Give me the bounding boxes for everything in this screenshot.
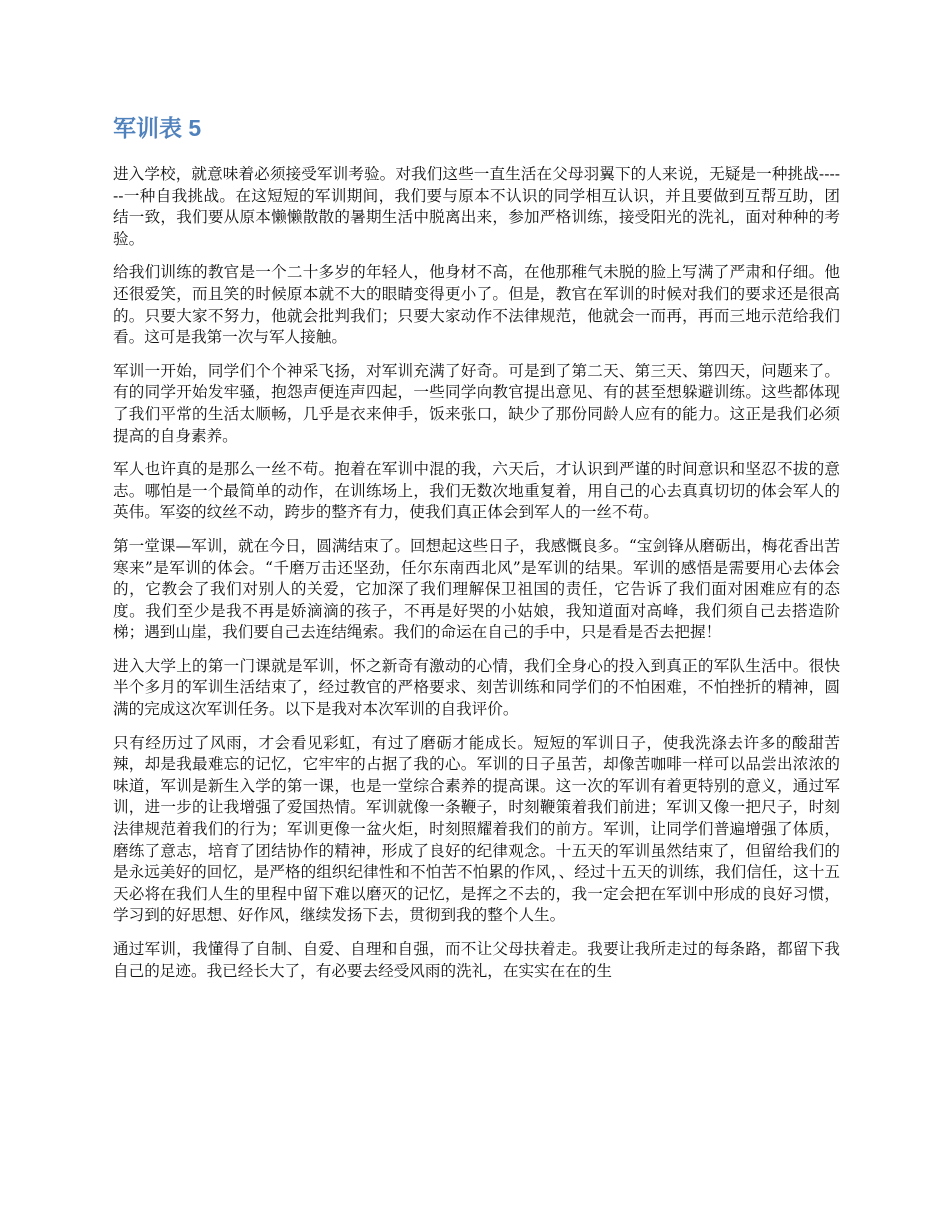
paragraph-4: 军人也许真的是那么一丝不苟。抱着在军训中混的我，六天后，才认识到严谨的时间意识和坚忍不拔的意志。哪怕是一个最简单的动作，在训练场上，我们无数次地重复着，用自己的心去真真切切的体会军人的英伟。军姿的纹丝不动，跨步的整齐有力，使我们真正体会到军人的一丝不苟。 xyxy=(113,460,840,522)
paragraph-5: 第一堂课—军训，就在今日，圆满结束了。回想起这些日子，我感慨良多。“宝剑锋从磨砺出，梅花香出苦寒来”是军训的体会。“千磨万击还坚劲，任尔东南西北风”是军训的结果。军训的感悟是需要用心去体会的，它教会了我们对别人的关爱，它加深了我们理解保卫祖国的责任，它告诉了我们面对困难应有的态度。我们至少是我不再是娇滴滴的孩子，不再是好哭的小姑娘，我知道面对高峰，我们须自己去搭造阶梯；遇到山崖，我们要自己去连结绳索。我们的命运在自己的手中，只是看是否去把握！ xyxy=(113,536,840,642)
paragraph-3: 军训一开始，同学们个个神采飞扬，对军训充满了好奇。可是到了第二天、第三天、第四天，问题来了。有的同学开始发牢骚，抱怨声便连声四起，一些同学向教官提出意见、有的甚至想躲避训练。这些都体现了我们平常的生活太顺畅，几乎是衣来伸手，饭来张口，缺少了那份同龄人应有的能力。这正是我们必须提高的自身素养。 xyxy=(113,361,840,445)
paragraph-2: 给我们训练的教官是一个二十多岁的年轻人，他身材不高，在他那稚气未脱的脸上写满了严肃和仔细。他还很爱笑，而且笑的时候原本就不大的眼睛变得更小了。但是，教官在军训的时候对我们的要求还是很高的。只要大家不努力，他就会批判我们；只要大家动作不法律规范，他就会一而再，再而三地示范给我们看。这可是我第一次与军人接触。 xyxy=(113,263,840,347)
document-page xyxy=(113,112,840,994)
document-title: 军训表 5 xyxy=(113,115,202,141)
paragraph-8: 通过军训，我懂得了自制、自爱、自理和自强，而不让父母扶着走。我要让我所走过的每条路，都留下我自己的足迹。我已经长大了，有必要去经受风雨的洗礼，在实实在在的生 xyxy=(113,940,840,980)
paragraph-6: 进入大学上的第一门课就是军训，怀之新奇有激动的心情，我们全身心的投入到真正的军队生活中。很快半个多月的军训生活结束了，经过教官的严格要求、刻苦训练和同学们的不怕困难，不怕挫折的精神，圆满的完成这次军训任务。以下是我对本次军训的自我评价。 xyxy=(113,656,840,719)
paragraph-1: 进入学校，就意味着必须接受军训考验。对我们这些一直生活在父母羽翼下的人来说，无疑是一种挑战------一种自我挑战。在这短短的军训期间，我们要与原本不认识的同学相互认识，并且要做到互帮互助，团结一致，我们要从原本懒懒散散的暑期生活中脱离出来，参加严格训练，接受阳光的洗礼，面对种种的考验。 xyxy=(113,165,840,248)
paragraph-7: 只有经历过了风雨，才会看见彩虹，有过了磨砺才能成长。短短的军训日子，使我洗涤去许多的酸甜苦辣，却是我最难忘的记忆，它牢牢的占据了我的心。军训的日子虽苦，却像苦咖啡一样可以品尝出浓浓的味道，军训是新生入学的第一课，也是一堂综合素养的提高课。这一次的军训有着更特别的意义，通过军训，进一步的让我增强了爱国热情。军训就像一条鞭子，时刻鞭策着我们前进；军训又像一把尺子，时刻法律规范着我们的行为；军训更像一盆火炬，时刻照耀着我们的前方。军训，让同学们普遍增强了体质，磨练了意志，培育了团结协作的精神，形成了良好的纪律观念。十五天的军训虽然结束了，但留给我们的是永远美好的回忆，是严格的组织纪律性和不怕苦不怕累的作风，、经过十五天的训练，我们信任，这十五天必将在我们人生的里程中留下难以磨灭的记忆，是挥之不去的，我一定会把在军训中形成的良好习惯，学习到的好思想、好作风，继续发扬下去，贯彻到我的整个人生。 xyxy=(113,733,840,925)
